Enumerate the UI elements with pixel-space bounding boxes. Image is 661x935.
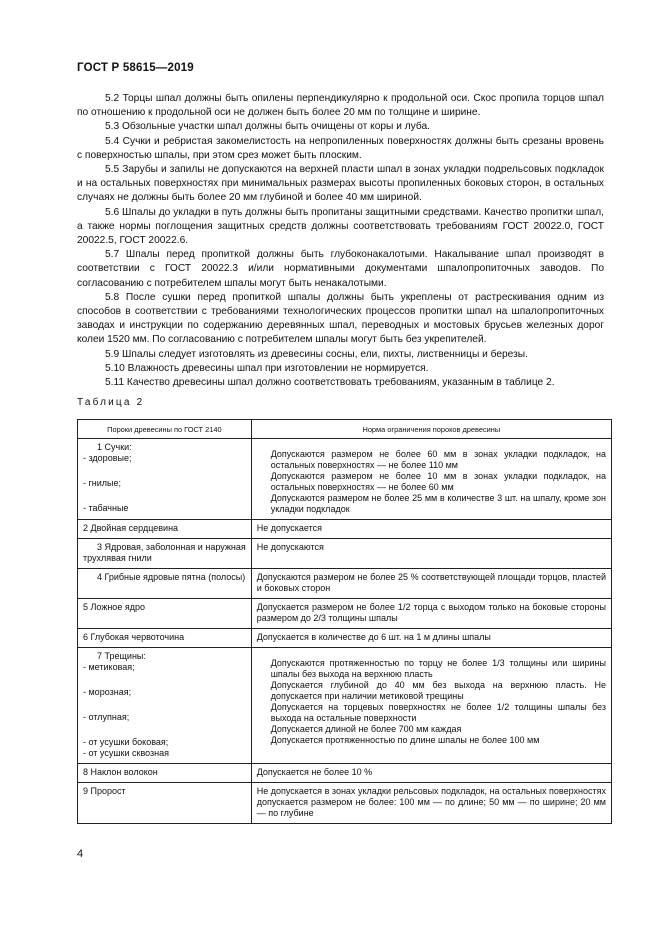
defect-subtype: - от усушки сквозная	[83, 748, 170, 758]
defect-cell: 9 Пророст	[78, 783, 252, 824]
norm-cell: Не допускаются	[251, 539, 611, 569]
page-number: 4	[77, 848, 84, 860]
defect-cell	[78, 439, 252, 520]
defect-cell: 8 Наклон волокон	[78, 764, 252, 783]
defect-subtype: - табачные	[83, 503, 129, 513]
norm-cell: Допускаются размером не более 25 % соответствующей площади торцов, пластей и боковых сторон	[251, 569, 611, 599]
paragraph-5-9: 5.9 Шпалы следует изготовлять из древесины сосны, ели, пихты, лиственницы и березы.	[105, 348, 528, 360]
defect-subtype: - гнилые;	[83, 478, 122, 488]
table-header-row	[78, 420, 612, 439]
norm-text: Допускается длиной не более 700 мм каждая	[270, 724, 462, 734]
paragraph-5-5: 5.5 Зарубы и запилы не допускаются на верхней пласти шпал в зонах укладки подрельсовых подкладок и на остальных поверхностях при минимальных размерах высоты пропиленных боковых сторон, в остальных случаях не должны быть более 20 мм глубиной и более 40 мм шириной.	[77, 164, 604, 204]
norm-text: Допускаются размером не более 10 мм в зонах укладки подкладок, на остальных поверхностях — не более 60 мм	[270, 471, 606, 492]
table-row	[78, 648, 612, 764]
norm-cell: Допускается в количестве до 6 шт. на 1 м длины шпалы	[251, 629, 611, 648]
table-row	[78, 520, 612, 539]
norm-cell: Допускается не более 10 %	[251, 764, 611, 783]
defect-subtype: - морозная;	[83, 687, 132, 697]
defect-cell	[78, 539, 252, 569]
defect-cell: 6 Глубокая червоточина	[78, 629, 252, 648]
defect-cell: 2 Двойная сердцевина	[78, 520, 252, 539]
defect-title: 1 Сучки:	[97, 442, 132, 452]
table-row	[78, 539, 612, 569]
table-row	[78, 439, 612, 520]
table-row	[78, 599, 612, 629]
column-header-norms: Норма ограничения пороков древесины	[251, 420, 611, 439]
table-row	[78, 629, 612, 648]
table-caption: Таблица 2	[77, 397, 145, 408]
table-row	[78, 783, 612, 824]
defect-subtype: - здоровые;	[83, 453, 132, 463]
norm-cell: Не допускается в зонах укладки рельсовых подкладок, на остальных поверхностях допускается размером не более: 100 мм — по длине; 50 мм — по ширине; 20 мм — по глубине	[251, 783, 611, 824]
paragraph-5-11: 5.11 Качество древесины шпал должно соответствовать требованиям, указанным в таблице 2.	[105, 377, 555, 389]
paragraph-5-8: 5.8 После сушки перед пропиткой шпалы должны быть укреплены от растрескивания одним из способов в соответствии с требованиями технологических процессов пропитки шпал на шпалопропиточных заводах и инструкции по содержанию деревянных шпал, переводных и мостовых брусьев железных дорог колеи 1520 мм. По согласованию с потребителем шпалы могут быть без укрепителей.	[77, 291, 604, 346]
defect-cell: 5 Ложное ядро	[78, 599, 252, 629]
defect-text: 3 Ядровая, заболонная и наружная трухлявая гнили	[83, 542, 246, 563]
paragraph-5-10: 5.10 Влажность древесины шпал при изготовлении не нормируется.	[105, 362, 429, 374]
norm-cell	[251, 648, 611, 764]
defect-cell	[78, 648, 252, 764]
document-header: ГОСТ Р 58615—2019	[77, 62, 194, 74]
norm-cell	[251, 439, 611, 520]
table-row	[78, 764, 612, 783]
defect-subtype: - метиковая;	[83, 662, 135, 672]
document-body	[77, 92, 604, 390]
paragraph-5-2: 5.2 Торцы шпал должны быть опилены перпендикулярно к продольной оси. Скос пропила торцов шпал по отношению к продольной оси не должен быть более 20 мм по толщине и ширине.	[77, 93, 604, 119]
norm-text: Допускается протяженностью по длине шпалы не более 100 мм	[270, 735, 540, 745]
paragraph-5-6: 5.6 Шпалы до укладки в путь должны быть пропитаны защитными средствами. Качество пропитки шпал, а также нормы поглощения защитных средств должны соответствовать требованиям ГОСТ 20022.0, ГОСТ 20022.5, ГОСТ 20022.6.	[77, 206, 604, 247]
norm-text: Допускаются размером не более 60 мм в зонах укладки подкладок, на остальных поверхностях — не более 110 мм	[270, 449, 606, 470]
defects-table	[77, 419, 612, 824]
defect-subtype: - от усушки боковая;	[83, 737, 169, 747]
table-row	[78, 569, 612, 599]
norm-text: Допускается на торцевых поверхностях не более 1/2 толщины шпалы без выхода на остальные поверхности	[270, 702, 606, 723]
defect-text: 4 Грибные ядровые пятна (полосы)	[97, 572, 246, 582]
paragraph-5-4: 5.4 Сучки и ребристая закомелистость на непропиленных поверхностях должны быть срезаны вровень с поверхностью шпалы, при этом срез может быть плоским.	[77, 135, 604, 161]
paragraph-5-3: 5.3 Обзольные участки шпал должны быть очищены от коры и луба.	[105, 121, 430, 133]
column-header-defects: Пороки древесины по ГОСТ 2140	[78, 420, 252, 439]
defect-subtype: - отлупная;	[83, 712, 130, 722]
defect-title: 7 Трещины:	[97, 651, 146, 661]
norm-text: Допускаются протяженностью по торцу не более 1/3 толщины или ширины шпалы без выхода на верхнюю пласть	[270, 658, 606, 679]
norm-text: Допускаются размером не более 25 мм в количестве 3 шт. на шпалу, кроме зон укладки подкладок	[270, 493, 606, 514]
defect-cell	[78, 569, 252, 599]
norm-cell: Допускается размером не более 1/2 торца с выходом только на боковые стороны размером до 2/3 толщины шпалы	[251, 599, 611, 629]
norm-cell: Не допускается	[251, 520, 611, 539]
norm-text: Допускается глубиной до 40 мм без выхода на верхнюю пласть. Не допускается при наличии метиковой трещины	[270, 680, 606, 701]
paragraph-5-7: 5.7 Шпалы перед пропиткой должны быть глубоконакалотыми. Накалывание шпал производят в соответствии с ГОСТ 20022.3 и/или нормативными документами шпалопропиточных заводов. По согласованию с потребителем шпалы могут быть ненакалотыми.	[77, 249, 604, 289]
